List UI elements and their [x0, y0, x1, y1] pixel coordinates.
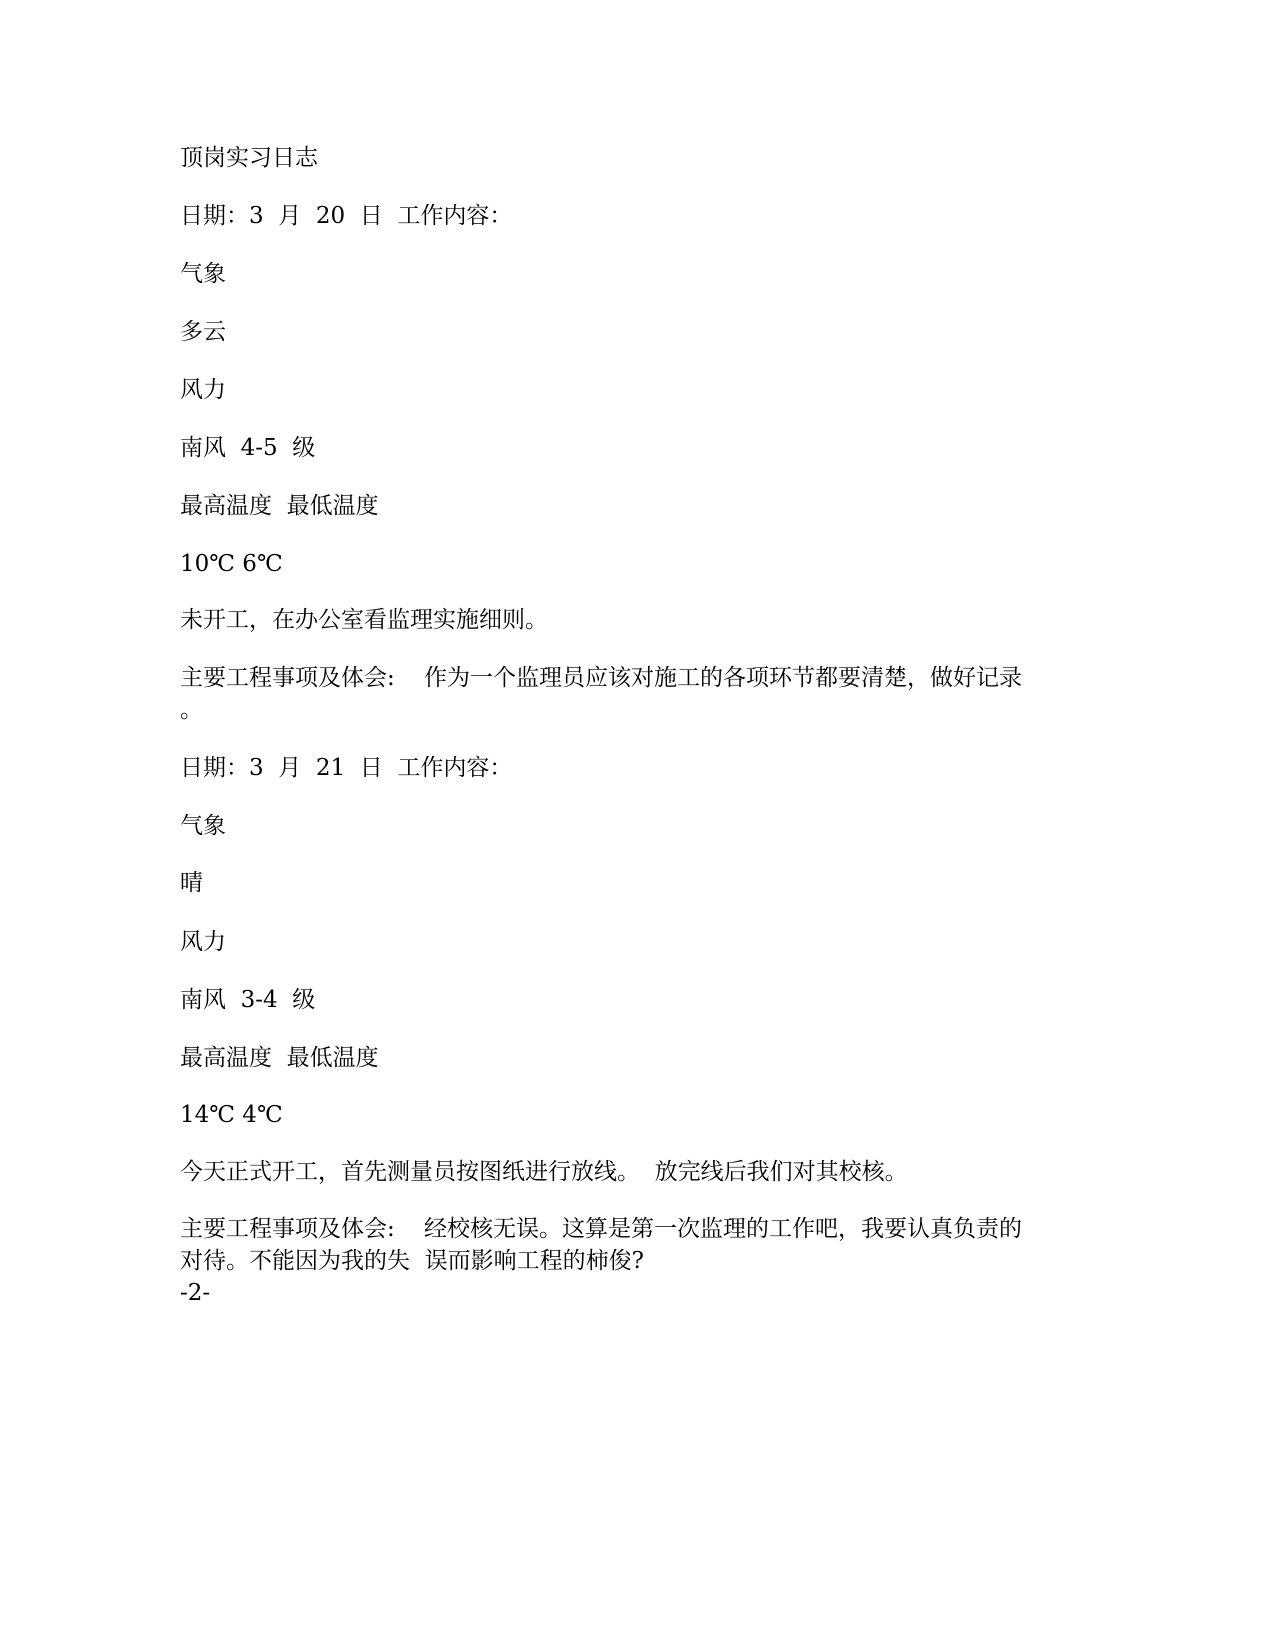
wind-label: 风力 [180, 377, 226, 403]
temperature-value: 14℃ 4℃ [180, 1102, 283, 1128]
notes-line-2: 对待。不能因为我的失 误而影响工程的柿俊? [180, 1248, 644, 1274]
temperature-label: 最高温度 最低温度 [180, 493, 379, 519]
notes-line-1: 主要工程事项及体会: 经校核无误。这算是第一次监理的工作吧，我要认真负责的 [180, 1216, 1022, 1242]
temperature-label: 最高温度 最低温度 [180, 1045, 379, 1071]
weather-label: 气象 [180, 813, 226, 839]
wind-value: 南风 3-4 级 [180, 987, 316, 1013]
wind-label: 风力 [180, 929, 226, 955]
weather-value: 多云 [180, 319, 226, 345]
weather-value: 晴 [180, 870, 203, 896]
work-content: 未开工，在办公室看监理实施细则。 [180, 607, 548, 633]
entry-date-line: 日期：3 月 20 日 工作内容： [180, 203, 513, 229]
wind-value: 南风 4-5 级 [180, 435, 316, 461]
temperature-value: 10℃ 6℃ [180, 551, 283, 577]
document-title: 顶岗实习日志 [180, 145, 318, 171]
weather-label: 气象 [180, 261, 226, 287]
page-number: -2- [180, 1280, 211, 1306]
entry-date-line: 日期：3 月 21 日 工作内容： [180, 755, 513, 781]
work-content: 今天正式开工，首先测量员按图纸进行放线。 放完线后我们对其校核。 [180, 1159, 908, 1185]
notes-line-1: 主要工程事项及体会: 作为一个监理员应该对施工的各项环节都要清楚，做好记录 [180, 665, 1022, 691]
notes-line-2: 。 [180, 697, 203, 723]
